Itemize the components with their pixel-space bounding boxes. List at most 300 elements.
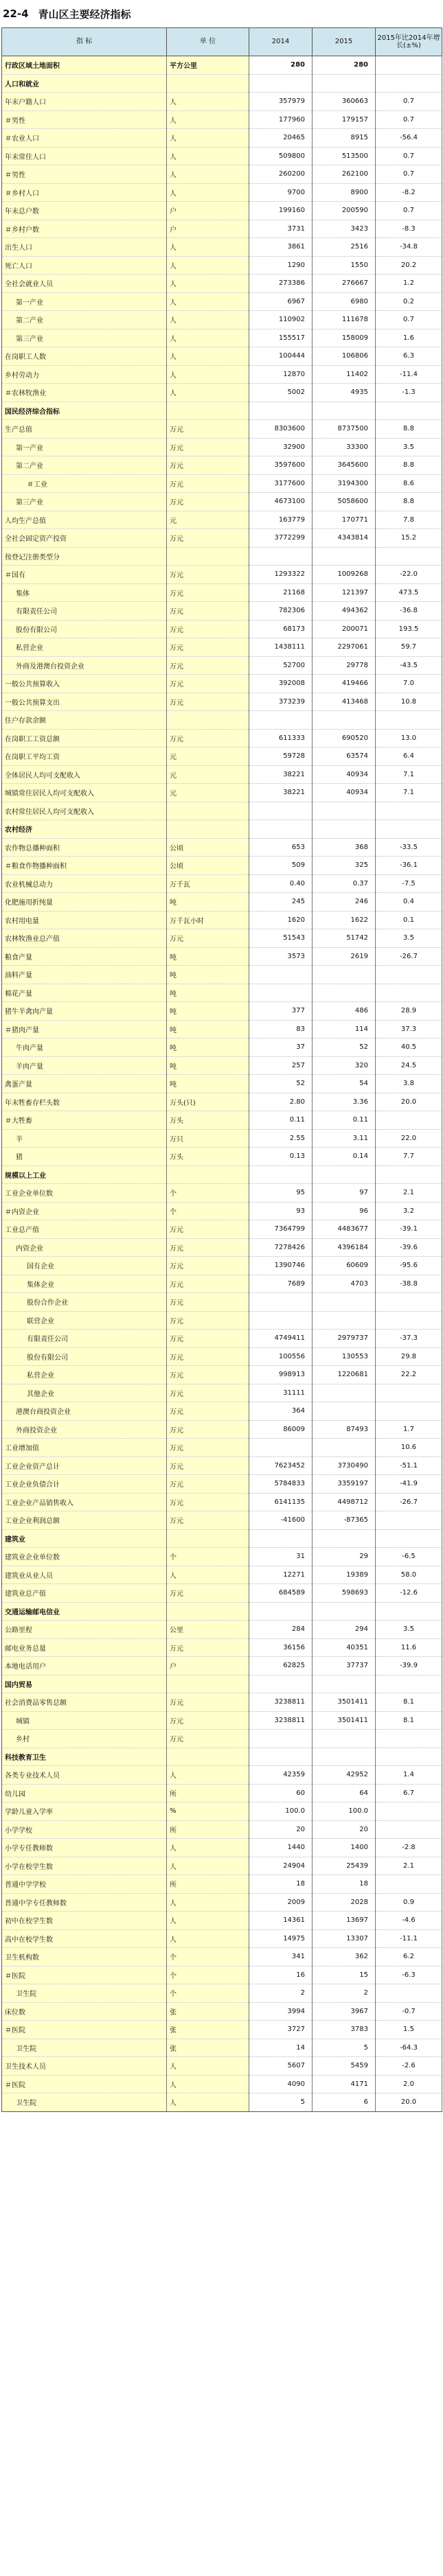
table-row xyxy=(2,1129,442,1148)
cell-value-2014: -41600 xyxy=(249,1511,313,1530)
table-row xyxy=(2,1621,442,1639)
table-row xyxy=(2,1275,442,1293)
cell-indicator: ＃内资企业 xyxy=(2,1202,167,1220)
cell-unit: 万元 xyxy=(167,529,249,548)
table-row xyxy=(2,1584,442,1603)
cell-change: 1.6 xyxy=(376,329,442,347)
cell-indicator: 一般公共预算支出 xyxy=(2,693,167,711)
table-row xyxy=(2,1311,442,1330)
cell-change: 40.5 xyxy=(376,1038,442,1057)
cell-indicator: ＃乡村人口 xyxy=(2,183,167,202)
cell-change xyxy=(376,1402,442,1421)
cell-indicator: 人均生产总值 xyxy=(2,511,167,529)
cell-value-2015 xyxy=(313,711,376,730)
cell-value-2014: 3731 xyxy=(249,220,313,238)
cell-unit: 万元 xyxy=(167,438,249,456)
table-row xyxy=(2,1220,442,1239)
cell-indicator: 工业企业单位数 xyxy=(2,1184,167,1203)
cell-indicator: 小学学校 xyxy=(2,1820,167,1839)
cell-change xyxy=(376,56,442,75)
cell-change: 2.1 xyxy=(376,1184,442,1203)
cell-value-2014: 177960 xyxy=(249,111,313,129)
cell-value-2014: 110902 xyxy=(249,311,313,329)
cell-change: 10.8 xyxy=(376,693,442,711)
cell-indicator: 其他企业 xyxy=(2,1384,167,1402)
cell-change xyxy=(376,802,442,820)
cell-change: 24.5 xyxy=(376,1056,442,1075)
cell-value-2015: 1220681 xyxy=(313,1366,376,1384)
cell-indicator: ＃男性 xyxy=(2,111,167,129)
cell-unit: 人 xyxy=(167,165,249,184)
table-row xyxy=(2,238,442,257)
section-row xyxy=(2,1675,442,1693)
table-row xyxy=(2,1366,442,1384)
cell-unit: 万元 xyxy=(167,1439,249,1457)
cell-value-2015: 4935 xyxy=(313,384,376,402)
cell-indicator: 国民经济综合指标 xyxy=(2,402,167,420)
cell-indicator: 公路里程 xyxy=(2,1621,167,1639)
cell-value-2014: 2009 xyxy=(249,1893,313,1912)
cell-unit: 万元 xyxy=(167,1275,249,1293)
cell-value-2014: 100444 xyxy=(249,347,313,366)
cell-unit: 人 xyxy=(167,2075,249,2093)
cell-value-2015: 413468 xyxy=(313,693,376,711)
cell-value-2014: 2 xyxy=(249,1984,313,2003)
cell-value-2014: 280 xyxy=(249,56,313,75)
cell-unit: 元 xyxy=(167,765,249,784)
cell-value-2014: 509800 xyxy=(249,147,313,165)
cell-indicator: 本地电话用户 xyxy=(2,1657,167,1675)
cell-indicator: 建筑业从业人员 xyxy=(2,1566,167,1584)
table-row xyxy=(2,1238,442,1257)
cell-unit: 万元 xyxy=(167,638,249,657)
cell-value-2014: 5002 xyxy=(249,384,313,402)
cell-unit: 张 xyxy=(167,2039,249,2057)
cell-value-2015: 1550 xyxy=(313,256,376,275)
cell-value-2015: 96 xyxy=(313,1202,376,1220)
cell-indicator: 工业增加值 xyxy=(2,1439,167,1457)
cell-unit xyxy=(167,1602,249,1621)
cell-unit: 人 xyxy=(167,183,249,202)
table-row xyxy=(2,1730,442,1748)
cell-change: -56.4 xyxy=(376,129,442,148)
cell-value-2015: 3194300 xyxy=(313,474,376,493)
cell-unit: 所 xyxy=(167,1875,249,1894)
cell-change xyxy=(376,1384,442,1402)
table-row xyxy=(2,1766,442,1785)
table-row xyxy=(2,1457,442,1475)
cell-value-2015: 276667 xyxy=(313,275,376,293)
cell-indicator: ＃农林牧渔业 xyxy=(2,384,167,402)
cell-value-2015: 8737500 xyxy=(313,420,376,439)
cell-indicator: ＃医院 xyxy=(2,2075,167,2093)
cell-unit: 元 xyxy=(167,784,249,802)
cell-value-2014: 3994 xyxy=(249,2002,313,2021)
cell-value-2014: 392008 xyxy=(249,675,313,693)
cell-indicator: ＃乡村户数 xyxy=(2,220,167,238)
cell-change: -39.1 xyxy=(376,1220,442,1239)
cell-change: -41.9 xyxy=(376,1475,442,1494)
cell-change: 7.7 xyxy=(376,1148,442,1166)
cell-indicator: 在岗职工平均工资 xyxy=(2,747,167,766)
cell-indicator: 粮食产量 xyxy=(2,947,167,966)
cell-value-2014: 95 xyxy=(249,1184,313,1203)
cell-change xyxy=(376,1602,442,1621)
cell-indicator: 年末总户数 xyxy=(2,202,167,220)
cell-value-2014: 6141135 xyxy=(249,1493,313,1511)
cell-change: 29.8 xyxy=(376,1347,442,1366)
cell-change: 58.0 xyxy=(376,1566,442,1584)
section-row xyxy=(2,1748,442,1766)
cell-change: -95.6 xyxy=(376,1257,442,1275)
cell-change: -11.1 xyxy=(376,1929,442,1948)
cell-value-2014: 3238811 xyxy=(249,1693,313,1712)
table-row xyxy=(2,1056,442,1075)
cell-value-2014 xyxy=(249,711,313,730)
cell-unit: 万元 xyxy=(167,1257,249,1275)
cell-change: 0.7 xyxy=(376,165,442,184)
cell-value-2015: 494362 xyxy=(313,602,376,620)
table-row xyxy=(2,566,442,584)
cell-value-2015: 4483677 xyxy=(313,1220,376,1239)
table-row xyxy=(2,1784,442,1802)
cell-unit: 万元 xyxy=(167,675,249,693)
cell-unit: 万元 xyxy=(167,656,249,675)
table-row xyxy=(2,947,442,966)
table-row xyxy=(2,602,442,620)
table-row xyxy=(2,583,442,602)
cell-value-2015: 513500 xyxy=(313,147,376,165)
cell-indicator: ＃农业人口 xyxy=(2,129,167,148)
cell-value-2015: 42952 xyxy=(313,1766,376,1785)
cell-unit: 万元 xyxy=(167,456,249,475)
cell-change: -39.9 xyxy=(376,1657,442,1675)
table-row xyxy=(2,1511,442,1530)
cell-change: 193.5 xyxy=(376,620,442,638)
cell-indicator: 乡村 xyxy=(2,1730,167,1748)
cell-unit: 万元 xyxy=(167,1366,249,1384)
cell-indicator: 城镇常住居民人均可支配收入 xyxy=(2,784,167,802)
table-row xyxy=(2,838,442,857)
cell-unit: 万元 xyxy=(167,1475,249,1494)
table-row xyxy=(2,183,442,202)
cell-unit: 万元 xyxy=(167,1457,249,1475)
cell-value-2015: 2619 xyxy=(313,947,376,966)
cell-indicator: 第一产业 xyxy=(2,292,167,311)
cell-indicator: 私营企业 xyxy=(2,1366,167,1384)
cell-change: 3.5 xyxy=(376,438,442,456)
cell-value-2014: 1390746 xyxy=(249,1257,313,1275)
cell-indicator: 建筑业企业单位数 xyxy=(2,1548,167,1566)
cell-value-2015: 97 xyxy=(313,1184,376,1203)
cell-change xyxy=(376,1748,442,1766)
cell-change: 3.5 xyxy=(376,1621,442,1639)
table-row xyxy=(2,474,442,493)
table-row xyxy=(2,765,442,784)
cell-indicator: 集体企业 xyxy=(2,1275,167,1293)
table-row xyxy=(2,1984,442,2003)
cell-change: 0.7 xyxy=(376,147,442,165)
cell-unit: 人 xyxy=(167,329,249,347)
cell-unit: 吨 xyxy=(167,1075,249,1093)
cell-value-2014 xyxy=(249,74,313,93)
cell-value-2015: 5058600 xyxy=(313,493,376,511)
cell-unit: 吨 xyxy=(167,966,249,984)
cell-unit: 万元 xyxy=(167,420,249,439)
cell-indicator: 城镇 xyxy=(2,1711,167,1730)
cell-value-2015: 246 xyxy=(313,893,376,912)
cell-unit: 万元 xyxy=(167,1511,249,1530)
cell-value-2015: 6 xyxy=(313,2093,376,2112)
cell-value-2015 xyxy=(313,1165,376,1184)
cell-change: 20.0 xyxy=(376,1093,442,1111)
table-row xyxy=(2,1566,442,1584)
cell-indicator: 棉花产量 xyxy=(2,984,167,1002)
cell-change: -4.6 xyxy=(376,1912,442,1930)
table-row xyxy=(2,1038,442,1057)
cell-value-2015: 6980 xyxy=(313,292,376,311)
cell-change: 6.2 xyxy=(376,1948,442,1966)
cell-change: -38.8 xyxy=(376,1275,442,1293)
cell-change: 0.7 xyxy=(376,202,442,220)
cell-value-2015: 64 xyxy=(313,1784,376,1802)
cell-change: 59.7 xyxy=(376,638,442,657)
cell-value-2015 xyxy=(313,1311,376,1330)
cell-value-2014: 62825 xyxy=(249,1657,313,1675)
cell-value-2014 xyxy=(249,402,313,420)
cell-change: 6.4 xyxy=(376,747,442,766)
cell-value-2014: 18 xyxy=(249,1875,313,1894)
col-header-change: 2015年比2014年增长(±%) xyxy=(376,28,442,56)
cell-indicator: 卫生院 xyxy=(2,2039,167,2057)
cell-unit: 户 xyxy=(167,1657,249,1675)
cell-indicator: 卫生机构数 xyxy=(2,1948,167,1966)
cell-value-2014 xyxy=(249,1439,313,1457)
table-row xyxy=(2,1202,442,1220)
table-row xyxy=(2,165,442,184)
table-row xyxy=(2,256,442,275)
table-row xyxy=(2,1711,442,1730)
cell-unit: 万元 xyxy=(167,729,249,747)
cell-unit: 个 xyxy=(167,1184,249,1203)
cell-value-2014: 611333 xyxy=(249,729,313,747)
cell-unit: 所 xyxy=(167,1820,249,1839)
cell-value-2015: 3783 xyxy=(313,2021,376,2039)
cell-value-2014: 4673100 xyxy=(249,493,313,511)
table-row xyxy=(2,1184,442,1203)
cell-indicator: 全社会固定资产投资 xyxy=(2,529,167,548)
cell-value-2015: 20 xyxy=(313,1820,376,1839)
table-row xyxy=(2,93,442,111)
cell-value-2015: 8915 xyxy=(313,129,376,148)
cell-value-2015: 5459 xyxy=(313,2057,376,2076)
cell-value-2015: 114 xyxy=(313,1020,376,1038)
table-row xyxy=(2,56,442,75)
cell-change: -26.7 xyxy=(376,947,442,966)
table-row xyxy=(2,147,442,165)
cell-indicator: 禽蛋产量 xyxy=(2,1075,167,1093)
cell-indicator: 普通中学专任教师数 xyxy=(2,1893,167,1912)
cell-change: 6.3 xyxy=(376,347,442,366)
cell-unit: 万元 xyxy=(167,693,249,711)
cell-change: -22.0 xyxy=(376,566,442,584)
cell-value-2015 xyxy=(313,1602,376,1621)
cell-value-2014: 0.11 xyxy=(249,1111,313,1130)
cell-indicator: 学龄儿童入学率 xyxy=(2,1802,167,1821)
cell-indicator: 在岗职工工资总额 xyxy=(2,729,167,747)
cell-value-2015 xyxy=(313,1529,376,1548)
cell-value-2014: 3238811 xyxy=(249,1711,313,1730)
cell-change: 8.8 xyxy=(376,493,442,511)
cell-indicator: 工业总产值 xyxy=(2,1220,167,1239)
cell-value-2014: 5 xyxy=(249,2093,313,2112)
cell-unit: 人 xyxy=(167,1912,249,1930)
cell-unit xyxy=(167,820,249,839)
cell-change: 22.2 xyxy=(376,1366,442,1384)
table-row xyxy=(2,456,442,475)
cell-change: 28.9 xyxy=(376,1002,442,1021)
cell-indicator: 小学在校学生数 xyxy=(2,1857,167,1875)
cell-indicator: ＃工业 xyxy=(2,474,167,493)
cell-value-2014: 37 xyxy=(249,1038,313,1057)
table-row xyxy=(2,1657,442,1675)
cell-value-2014: 32900 xyxy=(249,438,313,456)
cell-unit: 人 xyxy=(167,2093,249,2112)
cell-unit: 万元 xyxy=(167,493,249,511)
cell-change: 0.7 xyxy=(376,111,442,129)
cell-indicator: 年末牲畜存栏头数 xyxy=(2,1093,167,1111)
cell-value-2014 xyxy=(249,1675,313,1693)
cell-unit: 人 xyxy=(167,111,249,129)
cell-change: 8.1 xyxy=(376,1711,442,1730)
col-header-2015: 2015 xyxy=(313,28,376,56)
cell-change: 0.7 xyxy=(376,311,442,329)
cell-value-2015: 13307 xyxy=(313,1929,376,1948)
cell-indicator: 外商投资企业 xyxy=(2,1420,167,1439)
table-row xyxy=(2,2021,442,2039)
cell-indicator: 农村经济 xyxy=(2,820,167,839)
cell-value-2014 xyxy=(249,1311,313,1330)
cell-unit: 吨 xyxy=(167,947,249,966)
cell-change: -26.7 xyxy=(376,1493,442,1511)
cell-value-2015: 3501411 xyxy=(313,1693,376,1712)
table-row xyxy=(2,1111,442,1130)
cell-unit: 人 xyxy=(167,1766,249,1785)
cell-unit xyxy=(167,802,249,820)
cell-change xyxy=(376,1165,442,1184)
cell-value-2015: 2516 xyxy=(313,238,376,257)
cell-value-2015: 368 xyxy=(313,838,376,857)
cell-value-2014: 0.40 xyxy=(249,874,313,893)
cell-value-2014: 373239 xyxy=(249,693,313,711)
cell-change: 8.8 xyxy=(376,420,442,439)
cell-value-2014: 155517 xyxy=(249,329,313,347)
cell-value-2014: 24904 xyxy=(249,1857,313,1875)
cell-value-2014: 0.13 xyxy=(249,1148,313,1166)
cell-value-2015: 4343814 xyxy=(313,529,376,548)
cell-change xyxy=(376,1511,442,1530)
cell-value-2015 xyxy=(313,802,376,820)
cell-value-2014: 38221 xyxy=(249,784,313,802)
cell-value-2015 xyxy=(313,966,376,984)
table-row xyxy=(2,747,442,766)
table-row xyxy=(2,1929,442,1948)
cell-unit: 人 xyxy=(167,384,249,402)
cell-value-2015: 19389 xyxy=(313,1566,376,1584)
cell-change: 0.2 xyxy=(376,292,442,311)
cell-value-2015: 3.11 xyxy=(313,1129,376,1148)
cell-value-2015: 598693 xyxy=(313,1584,376,1603)
table-row xyxy=(2,1420,442,1439)
cell-value-2014: 245 xyxy=(249,893,313,912)
cell-change xyxy=(376,402,442,420)
table-row xyxy=(2,1839,442,1857)
section-row xyxy=(2,1529,442,1548)
cell-unit: 人 xyxy=(167,1857,249,1875)
cell-change: -43.5 xyxy=(376,656,442,675)
cell-change: 6.7 xyxy=(376,1784,442,1802)
table-row xyxy=(2,802,442,820)
cell-value-2015: 3359197 xyxy=(313,1475,376,1494)
cell-unit: 万元 xyxy=(167,1238,249,1257)
cell-change: -2.6 xyxy=(376,2057,442,2076)
cell-unit: 户 xyxy=(167,202,249,220)
cell-value-2014 xyxy=(249,984,313,1002)
table-row xyxy=(2,1439,442,1457)
cell-value-2014: 257 xyxy=(249,1056,313,1075)
cell-unit: 人 xyxy=(167,1566,249,1584)
table-row xyxy=(2,1693,442,1712)
cell-value-2014: 7689 xyxy=(249,1275,313,1293)
cell-value-2015: 130553 xyxy=(313,1347,376,1366)
cell-unit: 所 xyxy=(167,1784,249,1802)
table-row xyxy=(2,2057,442,2076)
cell-unit: 个 xyxy=(167,1202,249,1220)
cell-indicator: 有限责任公司 xyxy=(2,1330,167,1348)
cell-value-2015: 3423 xyxy=(313,220,376,238)
cell-change: -0.7 xyxy=(376,2002,442,2021)
table-row xyxy=(2,1257,442,1275)
cell-indicator: 工业企业负债合计 xyxy=(2,1475,167,1494)
cell-value-2015: 3967 xyxy=(313,2002,376,2021)
table-row xyxy=(2,1002,442,1021)
cell-value-2015 xyxy=(313,820,376,839)
cell-value-2015: 2979737 xyxy=(313,1330,376,1348)
cell-unit: 元 xyxy=(167,747,249,766)
cell-change: 7.1 xyxy=(376,765,442,784)
cell-value-2014: 2.80 xyxy=(249,1093,313,1111)
cell-change: 7.1 xyxy=(376,784,442,802)
cell-value-2014: 364 xyxy=(249,1402,313,1421)
table-body xyxy=(2,56,442,2112)
cell-value-2015: 121397 xyxy=(313,583,376,602)
cell-unit: 万元 xyxy=(167,1730,249,1748)
col-header-2014: 2014 xyxy=(249,28,313,56)
cell-unit: 万元 xyxy=(167,1638,249,1657)
cell-value-2014 xyxy=(249,966,313,984)
cell-value-2015: 63574 xyxy=(313,747,376,766)
cell-value-2014: 31111 xyxy=(249,1384,313,1402)
cell-change: -51.1 xyxy=(376,1457,442,1475)
cell-value-2014: 7364799 xyxy=(249,1220,313,1239)
table-row xyxy=(2,1020,442,1038)
cell-change xyxy=(376,1311,442,1330)
cell-change xyxy=(376,820,442,839)
cell-indicator: 生产总值 xyxy=(2,420,167,439)
cell-change xyxy=(376,1802,442,1821)
cell-value-2014: 68173 xyxy=(249,620,313,638)
cell-change: -2.8 xyxy=(376,1839,442,1857)
